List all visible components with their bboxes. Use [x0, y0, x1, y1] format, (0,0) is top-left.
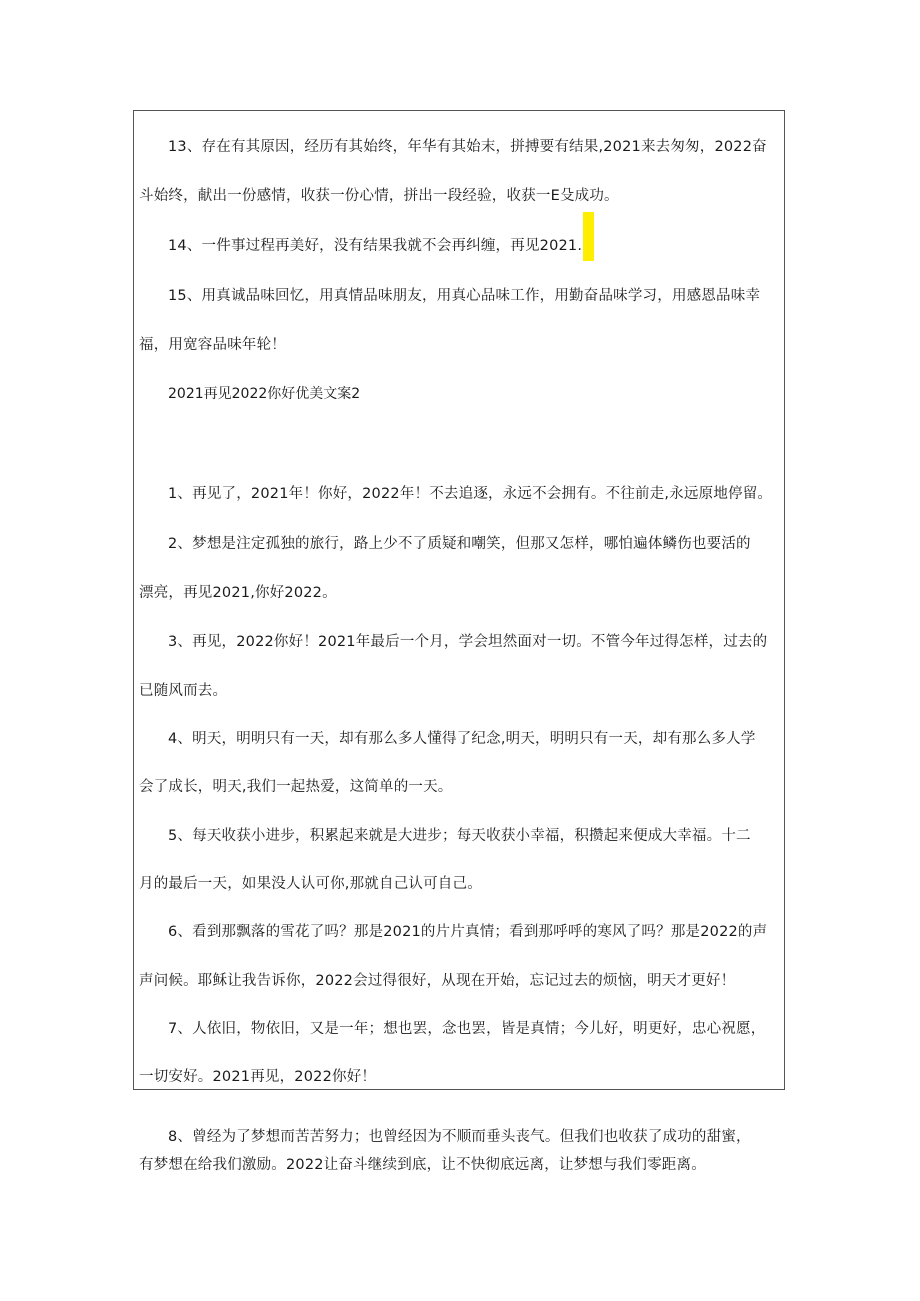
- item-2-line-2: 漂亮，再见2021,你好2022。: [139, 585, 337, 601]
- item-7-line-1: 7、人依旧，物依旧，又是一年；想也罢，念也罢，皆是真情；今儿好，明更好，忠心祝愿，: [168, 1021, 766, 1037]
- item-8-line-2: 有梦想在给我们激励。2022让奋斗继续到底，让不快彻底远离，让梦想与我们零距离。: [139, 1157, 706, 1173]
- item-6-line-2: 声问候。耶稣让我告诉你，2022会过得很好，从现在开始，忘记过去的烦恼，明天才更好！: [139, 973, 736, 989]
- item-1: 1、再见了，2021年！你好，2022年！不去追逐，永远不会拥有。不往前走,永远原地停留。: [168, 486, 773, 502]
- item-6-line-1: 6、看到那飘落的雪花了吗？那是2021的片片真情；看到那呼呼的寒风了吗？那是2022的声: [168, 924, 768, 940]
- item-5-line-1: 5、每天收获小进步，积累起来就是大进步；每天收获小幸福，积攒起来便成大幸福。十二: [168, 828, 751, 844]
- item-4-line-1: 4、明天，明明只有一天，却有那么多人懂得了纪念,明天，明明只有一天，却有那么多人学: [168, 731, 756, 747]
- item-7-line-2: 一切安好。2021再见，2022你好！: [139, 1069, 377, 1085]
- paragraph-14: 14、一件事过程再美好，没有结果我就不会再纠缠，再见2021.: [168, 238, 583, 254]
- item-3-line-1: 3、再见，2022你好！2021年最后一个月，学会坦然面对一切。不管今年过得怎样，过去的: [168, 634, 768, 650]
- item-3-line-2: 已随风而去。: [139, 683, 228, 699]
- paragraph-13-line-1: 13、存在有其原因，经历有其始终，年华有其始末，拼搏要有结果,2021来去匆匆，2022奋: [168, 139, 767, 155]
- paragraph-15-line-2: 福，用宽容品味年轮！: [139, 337, 286, 353]
- item-5-line-2: 月的最后一天，如果没人认可你,那就自己认可自己。: [139, 876, 482, 892]
- item-4-line-2: 会了成长，明天,我们一起热爱，这简单的一天。: [139, 779, 453, 795]
- paragraph-13-line-2: 斗始终，献出一份感情，收获一份心情，拼出一段经验，收获一E殳成功。: [139, 188, 619, 204]
- paragraph-15-line-1: 15、用真诚品味回忆，用真情品味朋友，用真心品味工作，用勤奋品味学习，用感恩品味幸: [168, 288, 761, 304]
- item-2-line-1: 2、梦想是注定孤独的旅行，路上少不了质疑和嘲笑，但那又怎样，哪怕遍体鳞伤也要活的: [168, 536, 751, 552]
- item-8-line-1: 8、曾经为了梦想而苦苦努力；也曾经因为不顺而垂头丧气。但我们也收获了成功的甜蜜，: [168, 1129, 751, 1145]
- section-heading: 2021再见2022你好优美文案2: [168, 386, 361, 402]
